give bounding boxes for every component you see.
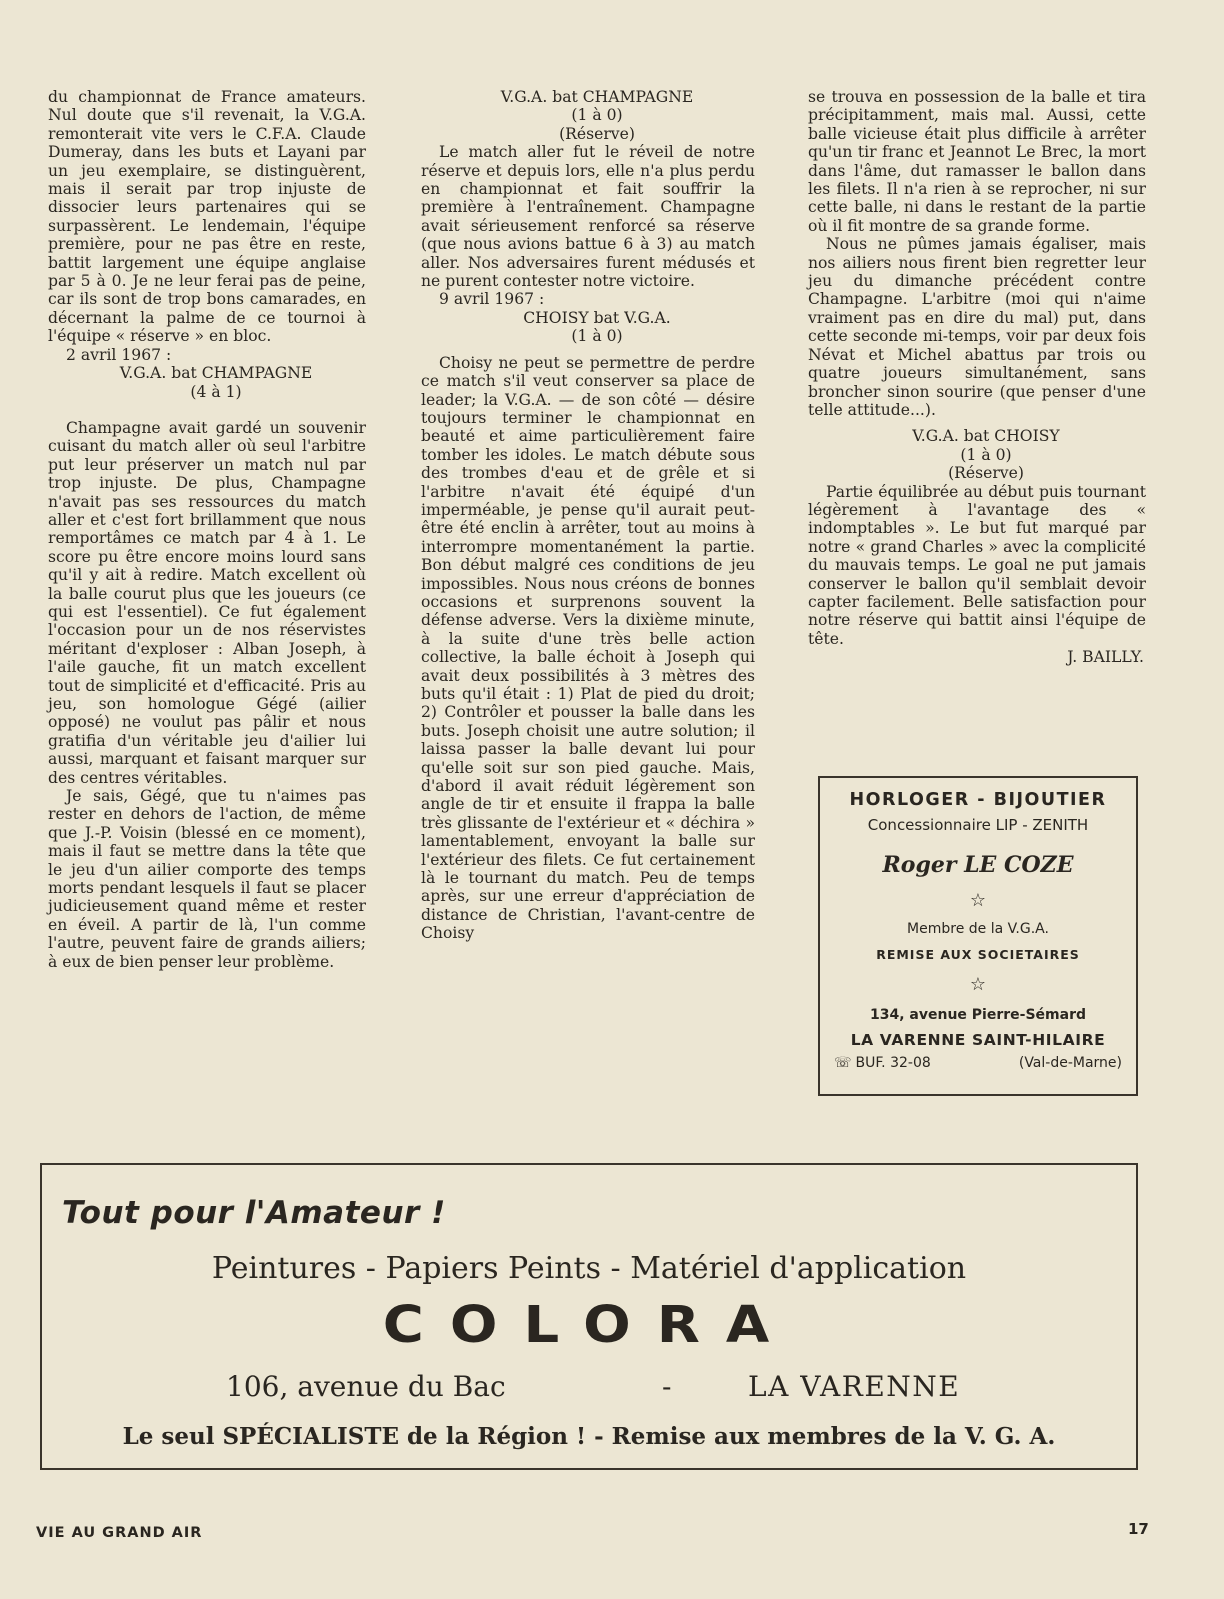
magazine-name: VIE AU GRAND AIR	[36, 1525, 203, 1541]
ad-contact-line	[820, 1055, 1136, 1071]
paragraph: Partie équilibrée au début puis tournant légèrement à l'avantage des « indomptables ». Le but fut marqué par notre « grand Charles » avec la complicité du mauvais temps. Le goal ne put jamais conserver le ballon qu'il semblait devoir capter facilement. Belle satisfaction pour notre réserve qui battit ainsi l'équipe de tête.	[808, 482, 1146, 648]
page-number: 17	[1128, 1520, 1149, 1538]
match-title: V.G.A. bat CHOISY	[912, 427, 1060, 446]
ad-city: LA VARENNE SAINT-HILAIRE	[850, 1031, 1106, 1049]
ad-region: (Val-de-Marne)	[1018, 1055, 1122, 1071]
jeweler-advertisement	[818, 776, 1138, 1096]
ad-brand-logo: COLORA	[382, 1296, 796, 1355]
match-title: V.G.A. bat CHAMPAGNE	[119, 364, 313, 383]
article-column-2	[421, 88, 755, 943]
article-column-3	[808, 88, 1146, 667]
match-title: V.G.A. bat CHAMPAGNE	[500, 88, 694, 106]
colora-advertisement	[40, 1163, 1138, 1470]
paragraph: Le match aller fut le réveil de notre réserve et depuis lors, elle n'a plus perdu en championnat et fait souffrir la première à l'entraînement. Champagne avait sérieusement renforcé sa réserve (que nous avions battue 6 à 3) au match aller. Nos adversaires furent médusés et ne purent contester notre victoire.	[421, 143, 755, 291]
ad-products: Peintures - Papiers Peints - Matériel d'application	[211, 1251, 967, 1286]
paragraph: Nous ne pûmes jamais égaliser, mais nos ailiers nous firent bien regretter leur jeu du dimanche précédent contre Champagne. L'arbitre (moi qui n'aime vraiment pas en dire du mal) put, dans cette seconde mi-temps, voir par deux fois Névat et Michel abattus par trois ou quatre joueurs simultanément, sans broncher sinon sourire (que penser d'une telle attitude...).	[808, 235, 1146, 419]
match-score: (1 à 0)	[571, 106, 623, 125]
match-date: 9 avril 1967 :	[439, 290, 545, 309]
match-score: (4 à 1)	[190, 382, 242, 401]
match-note: (Réserve)	[559, 124, 635, 143]
ad-owner-name: Roger LE COZE	[882, 852, 1074, 878]
ad-slogan: Tout pour l'Amateur !	[62, 1195, 446, 1231]
star-icon: ☆	[969, 974, 987, 995]
match-title: CHOISY bat V.G.A.	[523, 308, 671, 327]
paragraph: Champagne avait gardé un souvenir cuisant du match aller où seul l'arbitre put leur préserver un match nul par trop injuste. De plus, Champagne n'avait pas ses ressources du match aller et c'est fort brillamment que nous remportâmes ce match par 4 à 1. Le score pu être encore moins lourd sans qu'il y ait à redire. Match excellent où la balle courut plus que les joueurs (ce qui est l'essentiel). Ce fut également l'occasion pour un de nos réservistes méritant d'exploser : Alban Joseph, à l'aile gauche, fit un match excellent tout de simplicité et d'efficacité. Pris au jeu, son homologue Gégé (ailier opposé) ne voulut pas pâlir et nous gratifia d'un véritable jeu d'ailier lui aussi, marquant et faisant marquer sur des centres véritables.	[48, 418, 366, 787]
ad-address: 134, avenue Pierre-Sémard	[870, 1007, 1086, 1023]
ad-tagline: Le seul SPÉCIALISTE de la Région ! - Remise aux membres de la V. G. A.	[122, 1423, 1056, 1450]
telephone-icon: ☏	[834, 1055, 852, 1071]
match-score: (1 à 0)	[571, 327, 623, 346]
ad-member-note: Membre de la V.G.A.	[907, 921, 1049, 937]
paragraph: se trouva en possession de la balle et tira précipitamment, mais mal. Aussi, cette balle vicieuse était plus difficile à arrêter qu'un tir franc et Jeannot Le Brec, la mort dans l'âme, dut ramasser le ballon dans les filets. Il n'a rien à se reprocher, ni sur cette balle, ni dans le restant de la partie où il fit montre de sa grande forme.	[808, 88, 1146, 235]
ad-concession: Concessionnaire LIP - ZENITH	[867, 816, 1089, 834]
ad-phone: ☏ BUF. 32-08	[834, 1055, 931, 1071]
ad-title: HORLOGER - BIJOUTIER	[849, 790, 1107, 810]
paragraph: du championnat de France amateurs. Nul doute que s'il revenait, la V.G.A. remonterait vite vers le C.F.A. Claude Dumeray, dans les buts et Layani par un jeu exemplaire, se distinguèrent, mais il serait par trop injuste de dissocier leurs partenaires qui se surpassèrent. Le lendemain, l'équipe première, pour ne pas être en reste, battit largement une équipe anglaise par 5 à 0. Je ne leur ferai pas de peine, car ils sont de trop bons camarades, en décernant la palme de ce tournoi à l'équipe « réserve » en bloc.	[48, 88, 366, 346]
ad-discount: REMISE AUX SOCIETAIRES	[876, 947, 1080, 962]
star-icon: ☆	[969, 890, 987, 911]
article-column-1	[48, 88, 366, 971]
ad-city: LA VARENNE	[748, 1370, 961, 1403]
author-signature: J. BAILLY.	[1067, 648, 1144, 667]
match-score: (1 à 0)	[960, 445, 1012, 464]
paragraph: Choisy ne peut se permettre de perdre ce match s'il veut conserver sa place de leader; la V.G.A. — de son côté — désire toujours terminer le championnat en beauté et aime particulièrement faire tomber les idoles. Le match débute sous des trombes d'eau et de grêle et si l'arbitre n'avait été équipé d'un imperméable, je pense qu'il aurait peut-être été enclin à arrêter, tout au moins à interrompre momentanément la partie. Bon début malgré ces conditions de jeu impossibles. Nous nous créons de bonnes occasions et surprenons souvent la défense adverse. Vers la dixième minute, à la suite d'une très belle action collective, la balle échoit à Joseph qui avait deux possibilités à 3 mètres des buts qu'il était : 1) Plat de pied du droit; 2) Contrôler et pousser la balle dans les buts. Joseph choisit une autre solution; il laissa passer la balle devant lui pour qu'elle soit sur son pied gauche. Mais, d'abord il avait réduit légèrement son angle de tir et ensuite il frappa la balle très glissante de l'extérieur et « déchira » lamentablement, envoyant la balle sur l'extérieur des filets. Ce fut certainement là le tournant du match. Peu de temps après, sur une erreur d'appréciation de distance de Christian, l'avant-centre de Choisy	[421, 353, 755, 943]
ad-address: 106, avenue du Bac	[226, 1370, 506, 1403]
match-date: 2 avril 1967 :	[66, 345, 172, 364]
paragraph: Je sais, Gégé, que tu n'aimes pas rester en dehors de l'action, de même que J.-P. Voisin (blessé en ce moment), mais il faut se mettre dans la tête que le jeu d'un ailier comporte des temps morts pendant lesquels il faut se placer judicieusement quand même et rester en éveil. A partir de là, l'un comme l'autre, peuvent faire de grands ailiers; à eux de bien penser leur problème.	[48, 787, 366, 971]
match-note: (Réserve)	[948, 464, 1024, 483]
ad-separator: -	[662, 1370, 672, 1403]
